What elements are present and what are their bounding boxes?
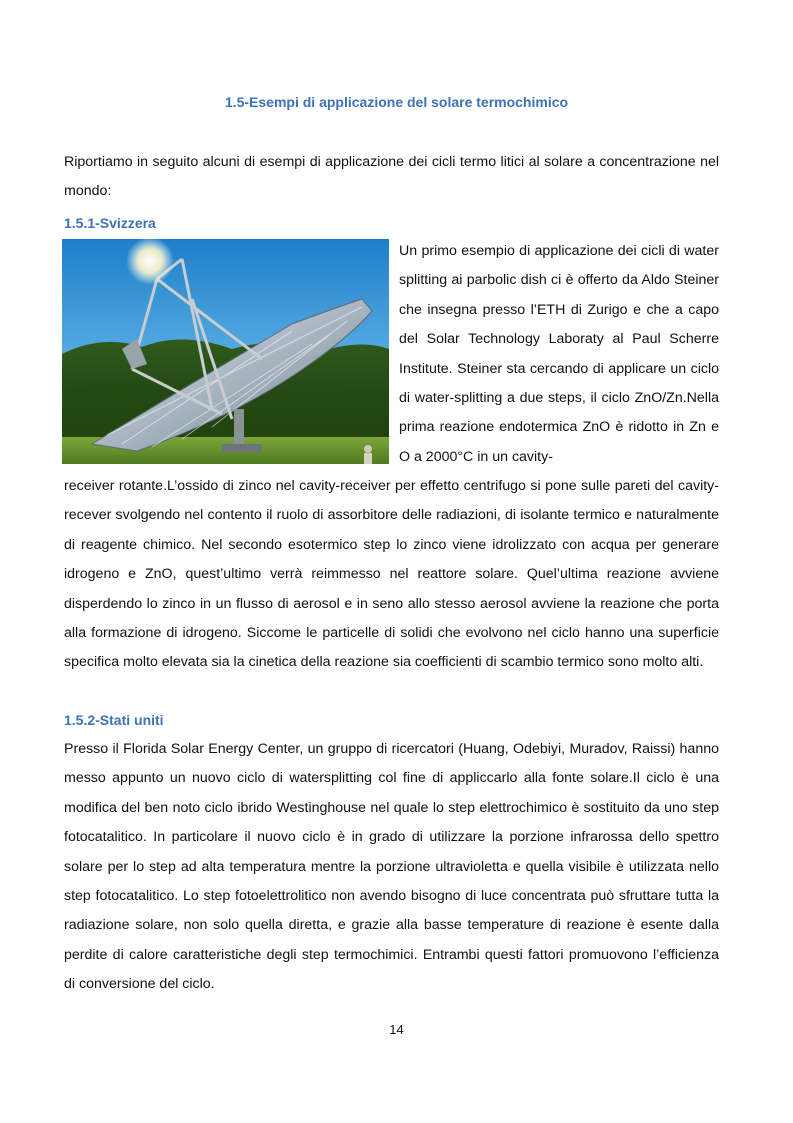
section-title: 1.5-Esempi di applicazione del solare termochimico (224, 94, 569, 110)
heading-svizzera: 1.5.1-Svizzera (64, 215, 156, 231)
svizzera-float-paragraph: Un primo esempio di applicazione dei cicli di water splitting ai parbolic dish ci è offerto da Aldo Steiner che insegna presso l’ETH di Zurigo e che a capo del Solar Technology Laboraty al Paul Scherre Institute. Steiner sta cercando di applicare un ciclo di water-splitting a due steps, il ciclo ZnO/Zn.Nella prima reazione endotermica ZnO è ridotto in Zn e O a 2000°C in un cavity- (399, 243, 719, 465)
page-number: 14 (389, 1022, 404, 1037)
heading-stati-uniti: 1.5.2-Stati uniti (64, 712, 164, 728)
stati-uniti-paragraph: Presso il Florida Solar Energy Center, un gruppo di ricercatori (Huang, Odebiyi, Muradov, Raissi) hanno messo appunto un nuovo ciclo di watersplitting col fine di appliccarlo alla fonte solare.Il ciclo è una modifica del ben noto ciclo ibrido Westinghouse nel quale lo step elettrochimico è sostituito da uno step fotocatalitico. In particolare il nuovo ciclo è in grado di utilizzare la porzione infrarossa dello spettro solare per lo step ad alta temperatura mentre la porzione ultravioletta e quella visibile è utilizzata nello step fotocatalitico. Lo step fotoelettrolitico non avendo bisogno di luce concentrata può sfruttare tutta la radiazione solare, non solo quella diretta, e grazie alla basse temperature di reazione è esente dalla perdite di calore caratteristiche degli step termochimici. Entrambi questi fattori promuovono l’efficienza di conversione del ciclo. (64, 741, 719, 993)
intro-paragraph: Riportiamo in seguito alcuni di esempi di applicazione dei cicli termo litici al solare a concentrazione nel mondo: (64, 154, 719, 200)
svizzera-continued-paragraph: receiver rotante.L’ossido di zinco nel cavity-receiver per effetto centrifugo si pone sulle pareti del cavity-recever svolgendo nel contento il ruolo di assorbitore delle radiazioni, di isolante termico e naturalmente di reagente chimico. Nel secondo esotermico step lo zinco viene idrolizzato con acqua per generare idrogeno e ZnO, quest’ultimo verrà reimmesso nel reattore solare. Quel’ultima reazione avviene disperdendo lo zinco in un flusso di aerosol e in seno allo stesso aerosol avviene la reazione che porta alla formazione di idrogeno. Siccome le particelle di solidi che evolvono nel ciclo hanno una superficie specifica molto elevata sia la cinetica della reazione sia coefficienti di scambio termico sono molto alti. (64, 478, 719, 671)
parabolic-dish-photo (62, 239, 389, 464)
